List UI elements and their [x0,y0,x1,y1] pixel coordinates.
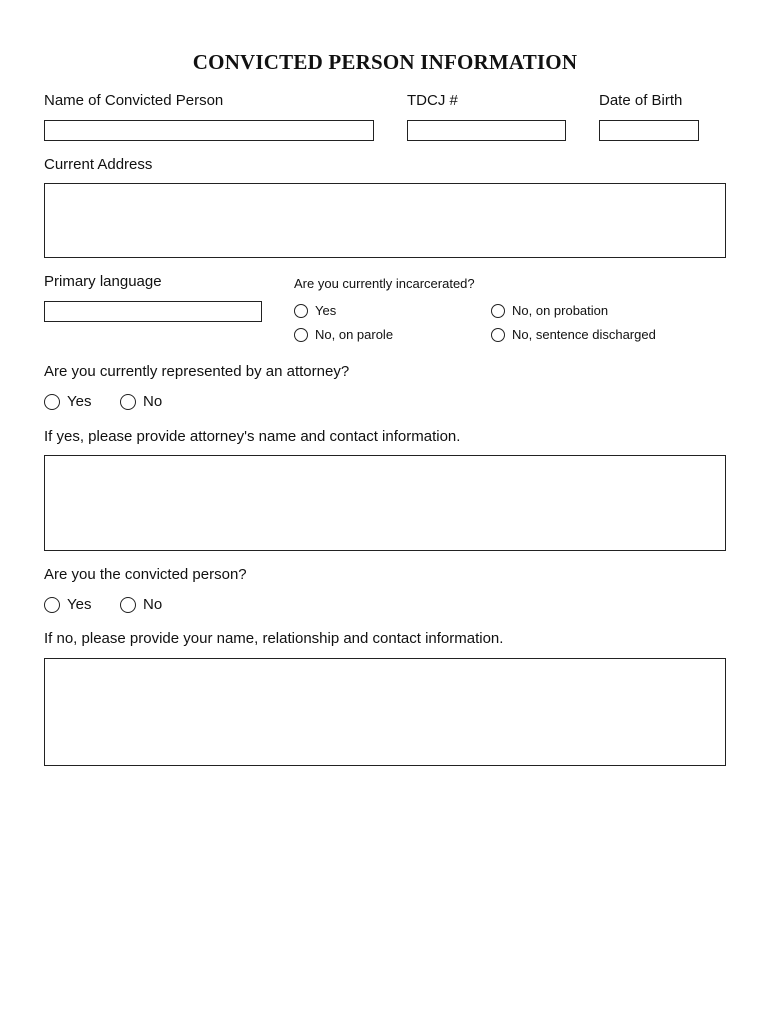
option-label: No, on probation [512,303,609,318]
attorney-option-no[interactable] [120,393,162,410]
language-label: Primary language [44,273,162,290]
relationship-info-field[interactable] [44,658,726,766]
dob-field[interactable] [599,120,699,141]
option-label: No, on parole [315,327,394,342]
incarcerated-option-discharged[interactable] [491,327,656,342]
convicted-question: Are you the convicted person? [44,566,247,583]
incarcerated-option-yes[interactable] [294,303,336,318]
tdcj-input[interactable] [408,121,565,140]
radio-button[interactable] [120,394,136,410]
tdcj-label: TDCJ # [407,92,458,109]
radio-button[interactable] [491,328,505,342]
radio-button[interactable] [44,394,60,410]
form-title: CONVICTED PERSON INFORMATION [192,50,578,74]
attorney-info-textarea[interactable] [45,456,725,550]
attorney-question: Are you currently represented by an attorney? [44,363,350,380]
attorney-option-yes[interactable] [44,393,91,410]
relationship-info-textarea[interactable] [45,659,725,765]
incarcerated-option-parole[interactable] [294,327,393,342]
name-label: Name of Convicted Person [44,92,224,109]
option-label: Yes [315,303,337,318]
dob-label: Date of Birth [599,92,683,109]
language-field[interactable] [44,301,262,322]
relationship-info-label: If no, please provide your name, relationship and contact information. [44,630,504,647]
attorney-info-label: If yes, please provide attorney's name and contact information. [44,428,461,445]
attorney-info-field[interactable] [44,455,726,551]
tdcj-field[interactable] [407,120,566,141]
convicted-option-no[interactable] [120,596,162,613]
option-label: Yes [67,596,92,613]
radio-button[interactable] [294,328,308,342]
radio-button[interactable] [294,304,308,318]
name-field[interactable] [44,120,374,141]
address-label: Current Address [44,156,153,173]
address-field[interactable] [44,183,726,258]
convicted-option-yes[interactable] [44,596,91,613]
option-label: Yes [67,393,92,410]
incarcerated-option-probation[interactable] [491,303,608,318]
name-input[interactable] [45,121,373,140]
dob-input[interactable] [600,121,698,140]
address-textarea[interactable] [45,184,725,257]
option-label: No, sentence discharged [512,327,656,342]
option-label: No [143,596,163,613]
radio-button[interactable] [44,597,60,613]
option-label: No [143,393,163,410]
language-input[interactable] [45,302,261,321]
radio-button[interactable] [491,304,505,318]
incarcerated-question: Are you currently incarcerated? [294,276,475,291]
radio-button[interactable] [120,597,136,613]
